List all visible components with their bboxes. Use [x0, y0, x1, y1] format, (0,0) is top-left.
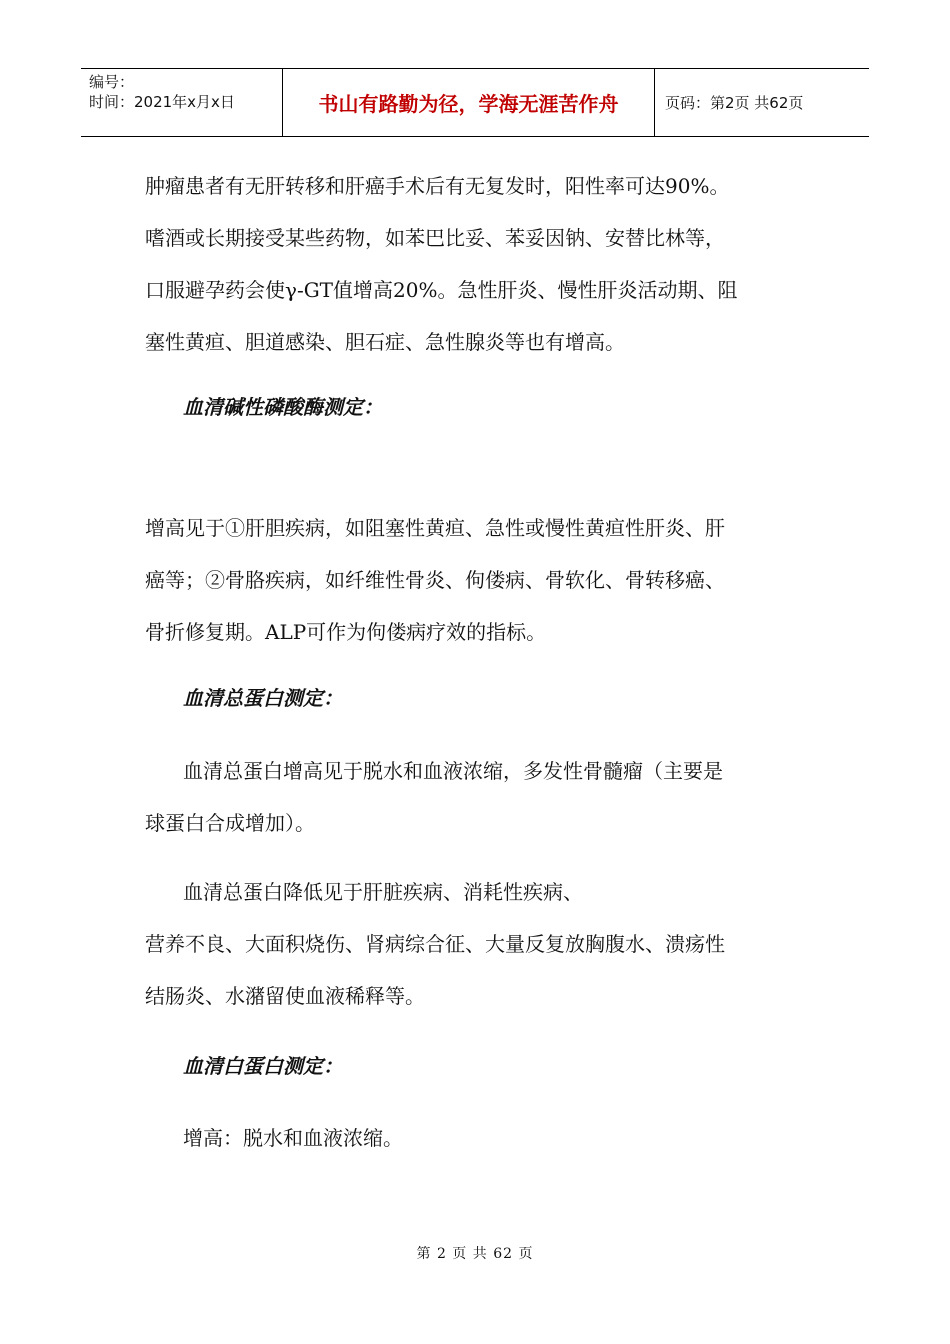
paragraph-ggt: [145, 160, 810, 368]
text-line: 口服避孕药会使γ-GT值增高20%。急性肝炎、慢性肝炎活动期、阻: [145, 278, 738, 302]
header-motto: 书山有路勤为径，学海无涯苦作舟: [283, 69, 655, 136]
paragraph-total-protein-low: [145, 866, 810, 1022]
text-line: 骨折修复期。ALP可作为佝偻病疗效的指标。: [145, 620, 547, 644]
heading-alp: 血清碱性磷酸酶测定：: [183, 395, 383, 419]
text-line: 营养不良、大面积烧伤、肾病综合征、大量反复放胸腹水、溃疡性: [145, 932, 725, 956]
document-time: 时间：2021年x月x日: [89, 93, 235, 111]
paragraph-albumin: [145, 1112, 810, 1164]
text-line: 球蛋白合成增加）。: [145, 811, 315, 835]
document-number-label: 编号：: [89, 73, 135, 91]
page-header: [81, 68, 869, 137]
text-line: 血清总蛋白降低见于肝脏疾病、消耗性疾病、: [183, 880, 583, 904]
text-line: 肿瘤患者有无肝转移和肝癌手术后有无复发时，阳性率可达90%。: [145, 174, 730, 198]
heading-albumin: 血清白蛋白测定：: [183, 1054, 343, 1078]
heading-total-protein: 血清总蛋白测定：: [183, 686, 343, 710]
paragraph-total-protein-high: [145, 745, 810, 849]
paragraph-alp: [145, 502, 810, 658]
text-line: 增高：脱水和血液浓缩。: [183, 1126, 403, 1150]
header-meta: [81, 69, 283, 136]
header-page-info: 页码：第2页 共62页: [665, 94, 804, 112]
page-footer: 第 2 页 共 62 页: [416, 1246, 534, 1262]
text-line: 结肠炎、水潴留使血液稀释等。: [145, 984, 425, 1008]
text-line: 嗜酒或长期接受某些药物，如苯巴比妥、苯妥因钠、安替比林等，: [145, 226, 725, 250]
text-line: 塞性黄疸、胆道感染、胆石症、急性腺炎等也有增高。: [145, 330, 625, 354]
text-line: 癌等；②骨胳疾病，如纤维性骨炎、佝偻病、骨软化、骨转移癌、: [145, 568, 725, 592]
text-line: 血清总蛋白增高见于脱水和血液浓缩，多发性骨髓瘤（主要是: [183, 759, 723, 783]
text-line: 增高见于①肝胆疾病，如阻塞性黄疸、急性或慢性黄疸性肝炎、肝: [145, 516, 725, 540]
